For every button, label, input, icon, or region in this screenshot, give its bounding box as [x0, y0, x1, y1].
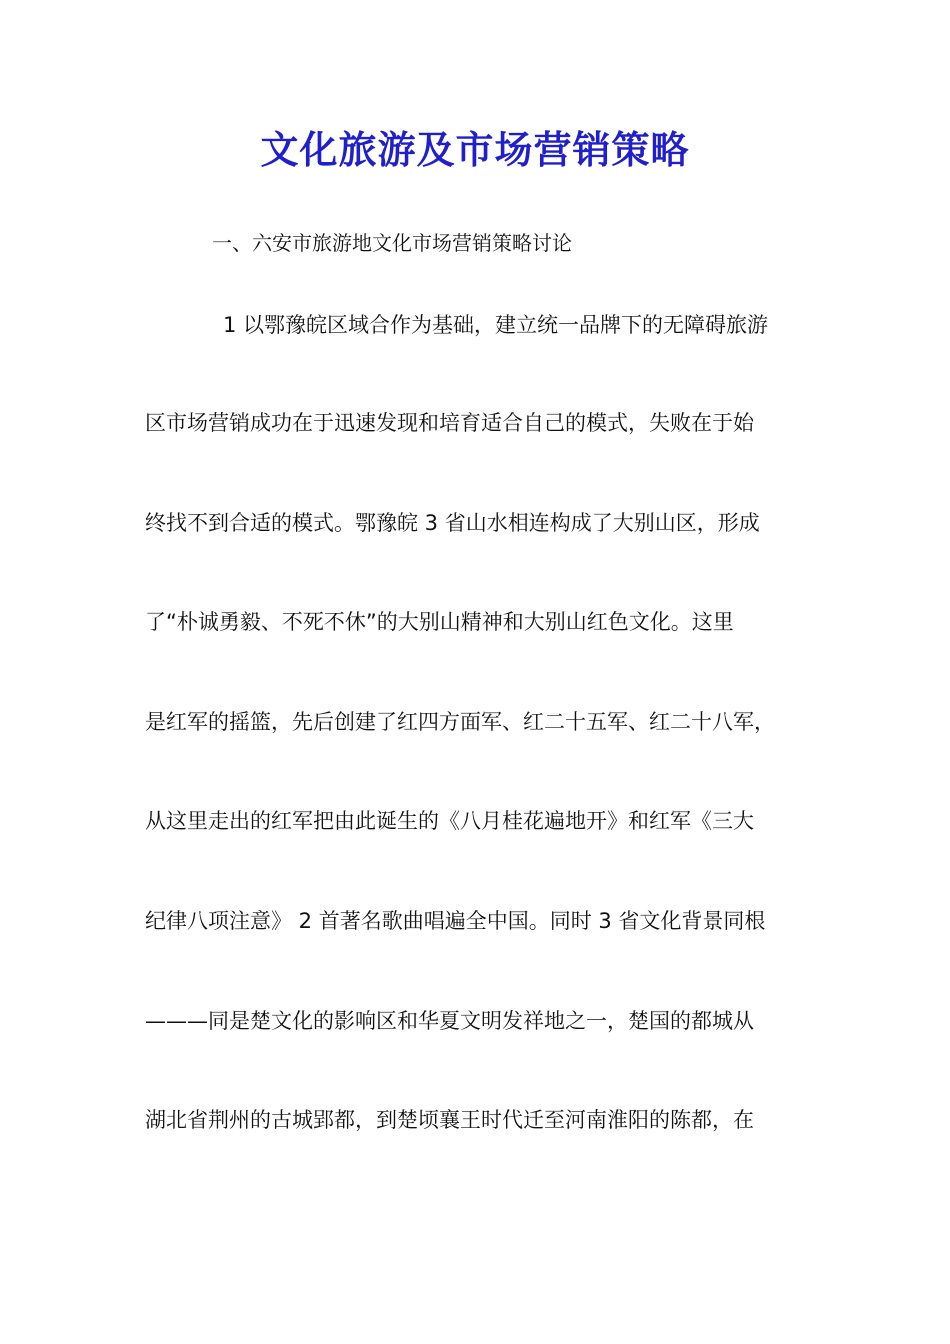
paragraph-line: 湖北省荆州的古城郢都，到楚顷襄王时代迁至河南淮阳的陈都，在 [145, 1108, 754, 1132]
paragraph-line: 终找不到合适的模式。鄂豫皖 3 省山水相连构成了大别山区，形成 [145, 511, 760, 535]
document-title: 文化旅游及市场营销策略 [260, 127, 690, 172]
paragraph-line: 纪律八项注意》 2 首著名歌曲唱遍全中国。同时 3 省文化背景同根 [145, 909, 766, 933]
paragraph-line: 区市场营销成功在于迅速发现和培育适合自己的模式，失败在于始 [145, 411, 754, 435]
paragraph-line: 1 以鄂豫皖区域合作为基础，建立统一品牌下的无障碍旅游 [223, 313, 769, 337]
section-heading: 一、六安市旅游地文化市场营销策略讨论 [212, 231, 572, 255]
paragraph-line: ———同是楚文化的影响区和华夏文明发祥地之一，楚国的都城从 [145, 1009, 754, 1033]
paragraph-line: 是红军的摇篮，先后创建了红四方面军、红二十五军、红二十八军， [145, 710, 775, 734]
paragraph-line: 从这里走出的红军把由此诞生的《八月桂花遍地开》和红军《三大 [145, 809, 754, 833]
paragraph-line: 了“朴诚勇毅、不死不休”的大别山精神和大别山红色文化。这里 [145, 610, 734, 634]
